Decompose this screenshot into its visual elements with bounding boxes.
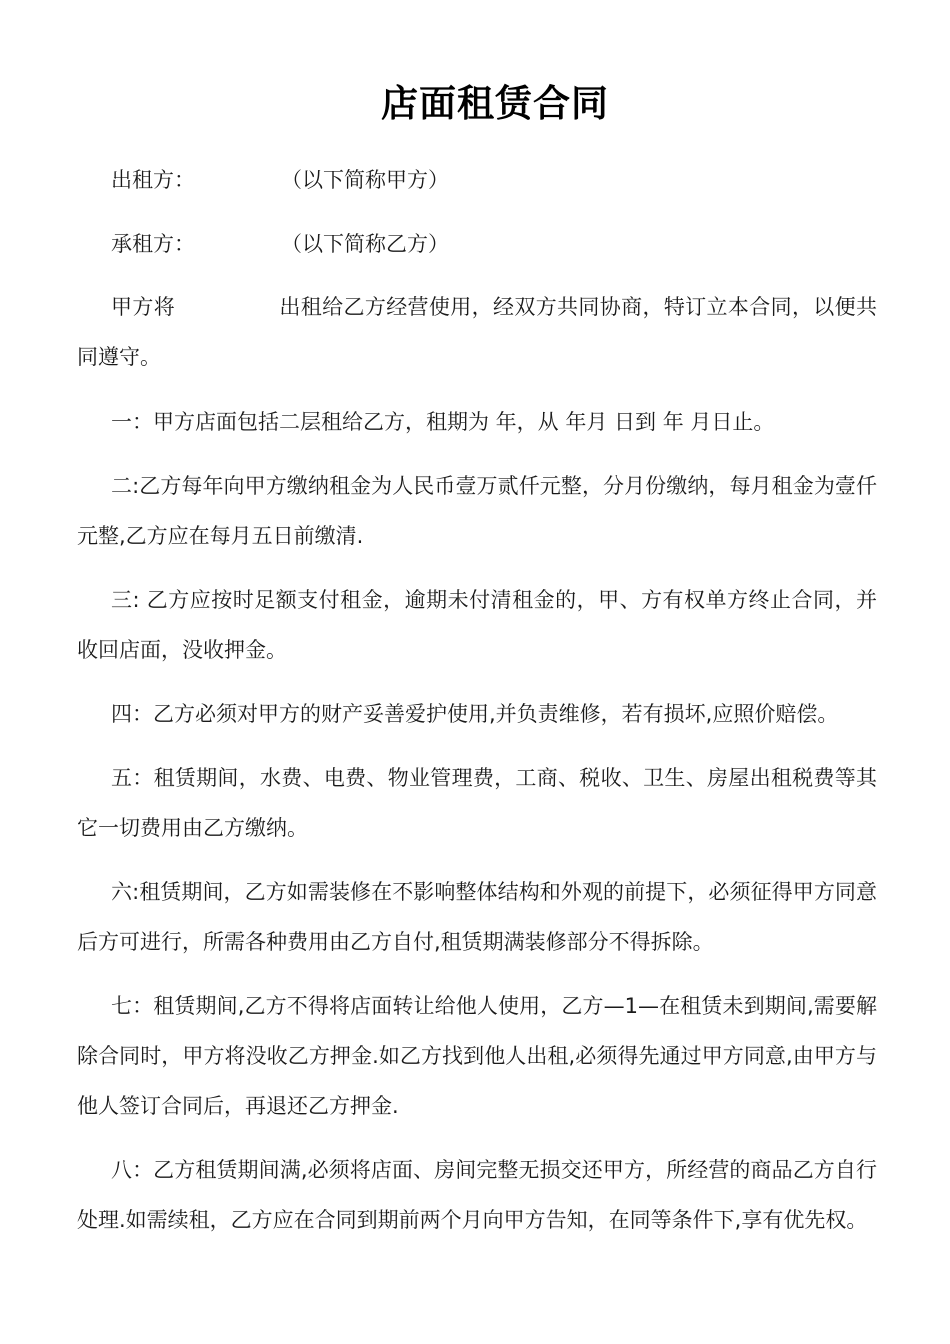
intro-prefix: 甲方将	[111, 295, 176, 319]
clause-2: 二:乙方每年向甲方缴纳租金为人民币壹万贰仟元整，分月份缴纳，每月租金为壹仟元整,乙方应在每月五日前缴清.	[77, 474, 877, 548]
clause-5: 五：租赁期间，水费、电费、物业管理费，工商、税收、卫生、房屋出租税费等其它一切费用由乙方缴纳。	[77, 766, 877, 840]
intro-paragraph	[77, 282, 877, 382]
lessee-note: （以下简称乙方）	[281, 232, 449, 256]
clause-7: 七：租赁期间,乙方不得将店面转让给他人使用，乙方—1—在租赁未到期间,需要解除合同时，甲方将没收乙方押金.如乙方找到他人出租,必须得先通过甲方同意,由甲方与他人签订合同后，再退还乙方押金.	[77, 994, 877, 1118]
intro-rest: 出租给乙方经营使用，经双方共同协商，特订立本合同，以便共同遵守。	[77, 295, 878, 369]
lessor-note: （以下简称甲方）	[281, 168, 449, 192]
clause-4: 四：乙方必须对甲方的财产妥善爱护使用,并负责维修，若有损坏,应照价赔偿。	[111, 702, 839, 726]
clause-6: 六:租赁期间，乙方如需装修在不影响整体结构和外观的前提下，必须征得甲方同意后方可进行，所需各种费用由乙方自付,租赁期满装修部分不得拆除。	[77, 880, 877, 954]
lessor-line	[111, 165, 449, 195]
lessor-label: 出租方：	[111, 168, 195, 192]
document-title: 店面租赁合同	[381, 82, 609, 125]
lessee-line	[111, 229, 449, 259]
clause-3: 三: 乙方应按时足额支付租金，逾期未付清租金的，甲、方有权单方终止合同，并收回店面，没收押金。	[77, 588, 877, 662]
lessee-label: 承租方：	[111, 232, 195, 256]
clause-1: 一：甲方店面包括二层租给乙方，租期为 年，从 年月 日到 年 月日止。	[111, 410, 775, 434]
clause-8: 八：乙方租赁期间满,必须将店面、房间完整无损交还甲方，所经营的商品乙方自行处理.如需续租，乙方应在合同到期前两个月向甲方告知，在同等条件下,享有优先权。	[77, 1158, 877, 1232]
